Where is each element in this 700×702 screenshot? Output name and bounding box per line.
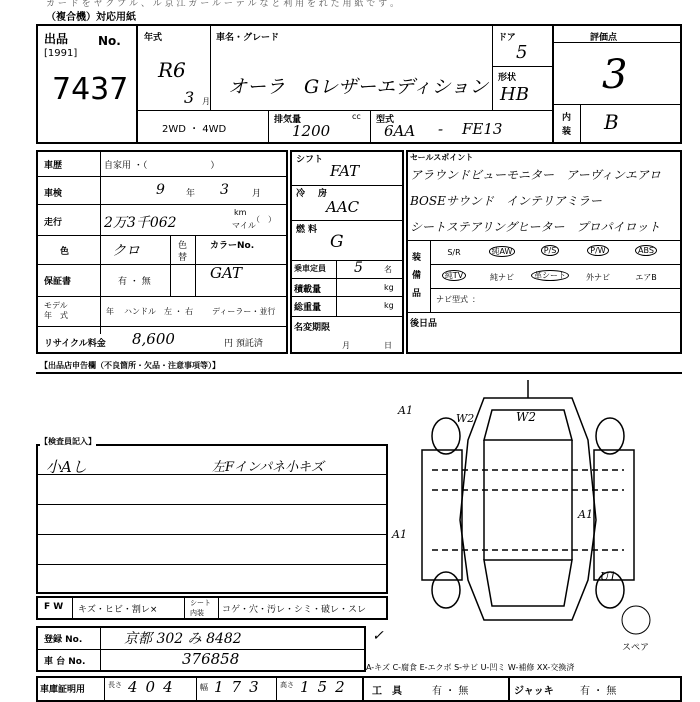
length-label: 長さ [108, 681, 122, 689]
drive-options: 2WD ・ 4WD [162, 124, 227, 135]
handle-options: ハンドル 左 ・ 右 [124, 307, 194, 316]
mileage-paren: （ ） [252, 215, 276, 224]
form-subtitle: （複合機）対応用紙 [46, 12, 136, 23]
year-month: 3 [184, 88, 195, 107]
car-damage-diagram [392, 380, 684, 636]
fuel-label-1: 燃 [296, 225, 306, 235]
equip-ps [530, 246, 570, 255]
year-value: R6 [158, 58, 186, 82]
color-change-2: 替 [178, 253, 188, 263]
damage-legend: A-キズ C-腐食 E-エクボ S-サビ U-凹ミ W-補修 XX-交換済 [366, 663, 575, 672]
no-label: No. [98, 34, 121, 48]
equip-ext-navi: 外ナビ [586, 273, 610, 282]
equip-sr: S/R [447, 248, 461, 257]
color-value: クロ [112, 243, 140, 259]
warranty-value: 有 ・ 無 [118, 277, 151, 287]
model-label: 車名・グレード [216, 33, 280, 43]
equip-tv [434, 270, 474, 281]
inspection-month: 3 [220, 182, 229, 198]
color-label: 色 [60, 247, 70, 257]
score-value: 3 [602, 52, 628, 98]
sales-line-3: シートステアリングヒーター プロパイロット [410, 220, 661, 234]
equipment-label-1: 装 [412, 253, 422, 263]
inspector-right: 左Fインパネ小キズ [212, 460, 324, 475]
tools-value: 有 ・ 無 [432, 686, 469, 697]
displacement-label: 排気量 [274, 115, 302, 125]
model-year-unit: 年 [106, 307, 114, 316]
displacement-value: 1200 [292, 122, 331, 140]
mileage-label: 走行 [44, 218, 63, 228]
exhibit-label: 出品 [44, 32, 69, 46]
color-no-label: カラーNo. [210, 241, 255, 251]
recycle-value: 8,600 [132, 330, 175, 348]
sales-line-2: BOSEサウンド インテリアミラー [410, 194, 602, 208]
fuel-label-2: 料 [308, 225, 318, 235]
height-label: 高さ [280, 681, 294, 689]
rear-seat-label: 後日品 [410, 319, 438, 329]
month-unit: 月 [202, 97, 210, 106]
inspection-month-unit: 月 [252, 189, 262, 199]
notes-label: 【出品店申告欄（不良箇所・欠品・注意事項等）】 [40, 361, 220, 370]
score-label: 評価点 [590, 33, 618, 43]
damage-w2-left: W2 [456, 412, 475, 425]
width-label: 幅 [200, 683, 208, 692]
capacity-unit: 名 [384, 265, 392, 274]
recycle-unit: 円 預託済 [224, 339, 263, 349]
shift-value: FAT [330, 162, 360, 180]
model-code-prefix: 6AA [384, 122, 416, 140]
inspection-year-unit: 年 [186, 189, 196, 199]
ac-label-1: 冷 [296, 189, 306, 199]
inspection-year: 9 [156, 182, 165, 198]
color-change-1: 色 [178, 241, 188, 251]
inspector-left: 小Aし [46, 458, 87, 476]
shape-value: HB [500, 84, 529, 105]
model-code-label: 型式 [376, 115, 395, 125]
equipment-label-3: 品 [412, 289, 422, 299]
shape-label: 形状 [498, 73, 517, 83]
mileage-value: 2万3千062 [104, 215, 177, 231]
height-value: 152 [300, 678, 353, 696]
length-value: 404 [128, 678, 181, 696]
equip-navi: 純ナビ [490, 273, 514, 282]
jack-label: ジャッキ [514, 686, 554, 697]
equip-airbag: エアB [635, 273, 657, 282]
name-change-day: 日 [384, 341, 392, 350]
sales-points-label: セールスポイント [410, 153, 474, 162]
fw-value: キズ・ヒビ・割レ× [78, 605, 158, 615]
damage-a1-left: A1 [392, 528, 407, 541]
mileage-unit-km: km [234, 208, 247, 217]
name-change-month: 月 [342, 341, 350, 350]
model-code-value: FE13 [462, 120, 503, 138]
year-label: 年式 [144, 33, 163, 43]
equip-leather-label: 革シート [531, 270, 569, 281]
sales-line-1: アラウンドビューモニター アーヴィンエアロ [410, 168, 661, 182]
registration-label: 登録 No. [44, 635, 83, 645]
history-label: 車歴 [44, 161, 63, 171]
damage-a1-front: A1 [398, 404, 413, 417]
capacity-label: 乗車定員 [294, 264, 326, 273]
weight-unit: kg [384, 301, 394, 310]
damage-a1-right: A1 [578, 508, 593, 521]
warranty-label: 保証書 [44, 277, 72, 287]
shift-label: シフト [296, 155, 324, 165]
color-no-value: GAT [210, 264, 242, 282]
ac-value: AAC [326, 198, 360, 216]
header-top-text: カ ー ド を ヤ ク プ ル 、 ル 京 江 ガ ー ル ー テ ル な と 利 用 を れ た 用 紙 で す 。 [46, 0, 399, 9]
doors-value: 5 [516, 42, 528, 63]
navi-model-colon: ： [472, 295, 480, 304]
equip-aw-label: 純AW [489, 246, 516, 257]
certificate-label: 車庫証明用 [40, 685, 86, 695]
equip-pw-label: P/W [587, 245, 608, 256]
name-change-label: 名変期限 [294, 323, 331, 333]
tools-label: 工 具 [372, 686, 402, 697]
seat-label-1: シート [190, 599, 211, 607]
equipment-label-2: 備 [412, 271, 422, 281]
damage-w2-center: W2 [516, 410, 536, 424]
model-year-label-2: 年 式 [44, 311, 68, 320]
capacity-value: 5 [354, 260, 363, 276]
interior-label-2: 装 [562, 127, 572, 137]
venue-code: [1991] [44, 48, 78, 59]
damage-u1: U1 [600, 570, 617, 583]
equip-abs [626, 246, 666, 255]
registration-value: 京都 302 み 8482 [124, 631, 242, 647]
model-year-label-1: モデル [44, 301, 68, 310]
recycle-label: リサイクル料金 [44, 339, 106, 349]
model-value: オーラ Gレザーエディション [228, 76, 489, 98]
history-value: 自家用 ・（ ） [104, 161, 220, 171]
weight-label: 総重量 [294, 303, 322, 313]
mileage-unit-mile: マイル [232, 221, 256, 230]
equip-leather [530, 270, 570, 281]
equip-tv-label: 純TV [442, 270, 466, 281]
interior-value: B [604, 110, 619, 134]
equip-abs-label: ABS [635, 245, 657, 256]
dealer-options: ディーラー・並行 [212, 307, 276, 316]
load-unit: kg [384, 283, 394, 292]
interior-label-1: 内 [562, 113, 572, 123]
jack-value: 有 ・ 無 [580, 686, 617, 697]
width-value: 173 [214, 678, 267, 696]
ac-label-2: 房 [318, 189, 328, 199]
lot-number: 7437 [52, 72, 129, 107]
check-mark: ✓ [372, 628, 384, 644]
chassis-label: 車 台 No. [44, 657, 86, 667]
spare-label: スペア [622, 643, 650, 653]
seat-value: コゲ・穴・汚レ・シミ・破レ・スレ [222, 605, 367, 615]
doors-label: ドア [498, 33, 516, 43]
fw-label: F W [44, 602, 64, 612]
equip-ps-label: P/S [541, 245, 560, 256]
equip-pw [578, 246, 618, 255]
chassis-value: 376858 [182, 650, 240, 668]
displacement-unit: cc [352, 112, 361, 121]
navi-model-label: ナビ型式 [436, 295, 468, 304]
load-label: 積載量 [294, 285, 322, 295]
fuel-value: G [330, 232, 344, 252]
inspector-label: 【検査員記入】 [40, 437, 96, 446]
inspection-label: 車検 [44, 189, 63, 199]
vehicle-info-block [36, 150, 288, 354]
equip-aw [482, 246, 522, 257]
seat-label-2: 内装 [190, 609, 204, 617]
model-code-dash: - [438, 120, 444, 138]
